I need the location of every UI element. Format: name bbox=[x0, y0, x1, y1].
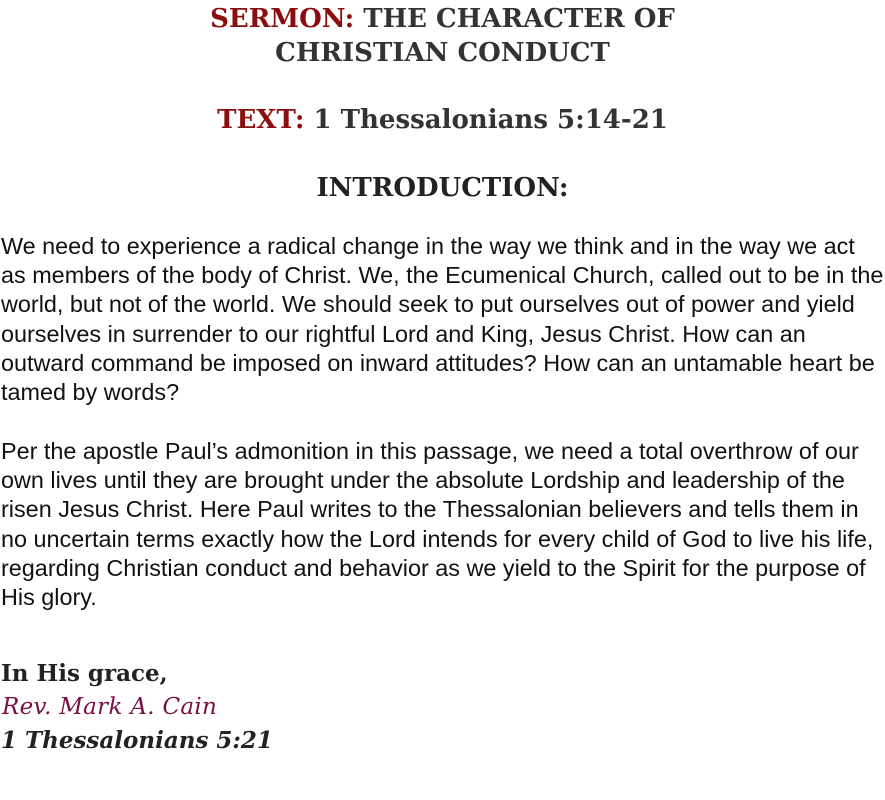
text-label: TEXT: bbox=[217, 105, 305, 135]
sermon-title bbox=[0, 2, 885, 70]
sermon-title-line1: THE CHARACTER OF bbox=[363, 4, 675, 34]
sermon-title-line2: CHRISTIAN CONDUCT bbox=[275, 38, 610, 68]
text-reference: 1 Thessalonians 5:14-21 bbox=[313, 105, 668, 135]
pastor-signature: Rev. Mark A. Cain bbox=[2, 694, 218, 720]
sermon-label: SERMON: bbox=[210, 4, 355, 34]
closing-scripture-reference: 1 Thessalonians 5:21 bbox=[1, 727, 273, 754]
intro-paragraph-2: Per the apostle Paul’s admonition in this passage, we need a total overthrow of our own lives until they are brought under the absolute Lordship and leadership of the risen Jesus Christ. Here Paul writes to the Thessalonian believers and tells them in no uncertain terms exactly how the Lord intends for every child of God to live his life, regarding Christian conduct and behavior as we yield to the Spirit for the purpose of His glory. bbox=[1, 438, 874, 611]
scripture-text-heading bbox=[0, 103, 885, 137]
introduction-heading: INTRODUCTION: bbox=[316, 173, 569, 203]
intro-paragraph-1: We need to experience a radical change in the way we think and in the way we act as members of the body of Christ. We, the Ecumenical Church, called out to be in the world, but not of the world. We should seek to put ourselves out of power and yield ourselves in surrender to our rightful Lord and King, Jesus Christ. How can an outward command be imposed on inward attitudes? How can an untamable heart be tamed by words? bbox=[1, 233, 884, 406]
closing-greeting: In His grace, bbox=[1, 660, 168, 687]
